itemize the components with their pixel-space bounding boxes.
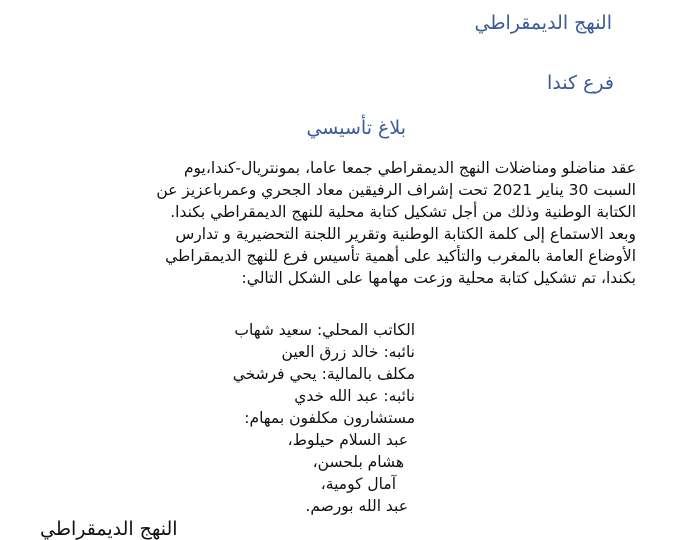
advisor-item: عبد الله بورصم.	[305, 497, 408, 515]
advisor-item: هشام بلحسن،	[312, 453, 404, 471]
branch-heading: فرع كندا	[547, 72, 614, 94]
paragraph-line: السبت 30 يناير 2021 تحت إشراف الرفيقين معاد الجحري وعمرباعزيز عن	[156, 181, 636, 199]
role-treasurer-deputy: نائبه: عبد الله خدي	[294, 387, 415, 405]
roles-list	[233, 319, 415, 429]
paragraph-line: وبعد الاستماع إلى كلمة الكتابة الوطنية وتقرير اللجنة التحضيرية و تدارس	[175, 225, 636, 243]
paragraph-line: عقد مناضلو ومناضلات النهج الديمقراطي جمعا عاما، بمونتريال-كندا،يوم	[183, 159, 636, 177]
advisor-item: آمال كومية،	[320, 475, 396, 493]
paragraph-line: بكندا، تم تشكيل كتابة محلية وزعت مهامها على الشكل التالي:	[241, 269, 636, 287]
paragraph-line: الأوضاع العامة بالمغرب والتأكيد على أهمية تأسيس فرع للنهج الديمقراطي	[165, 247, 636, 265]
role-advisors-label: مستشارون مكلفون بمهام:	[244, 409, 415, 427]
advisors-list	[288, 429, 408, 517]
party-name-heading: النهج الديمقراطي	[474, 12, 612, 34]
paragraph-line: الكتابة الوطنية وذلك من أجل تشكيل كتابة محلية للنهج الديمقراطي بكندا.	[170, 203, 636, 221]
footer-text: النهج الديمقراطي	[40, 518, 178, 540]
role-deputy: نائبه: خالد زرق العين	[281, 343, 415, 361]
advisor-item: عبد السلام حيلوط،	[287, 431, 408, 449]
announcement-paragraph	[36, 157, 636, 289]
document-title: بلاغ تأسيسي	[306, 117, 406, 139]
role-treasurer: مكلف بالمالية: يحي فرشخي	[232, 365, 415, 383]
role-local-secretary: الكاتب المحلي: سعيد شهاب	[234, 321, 415, 339]
